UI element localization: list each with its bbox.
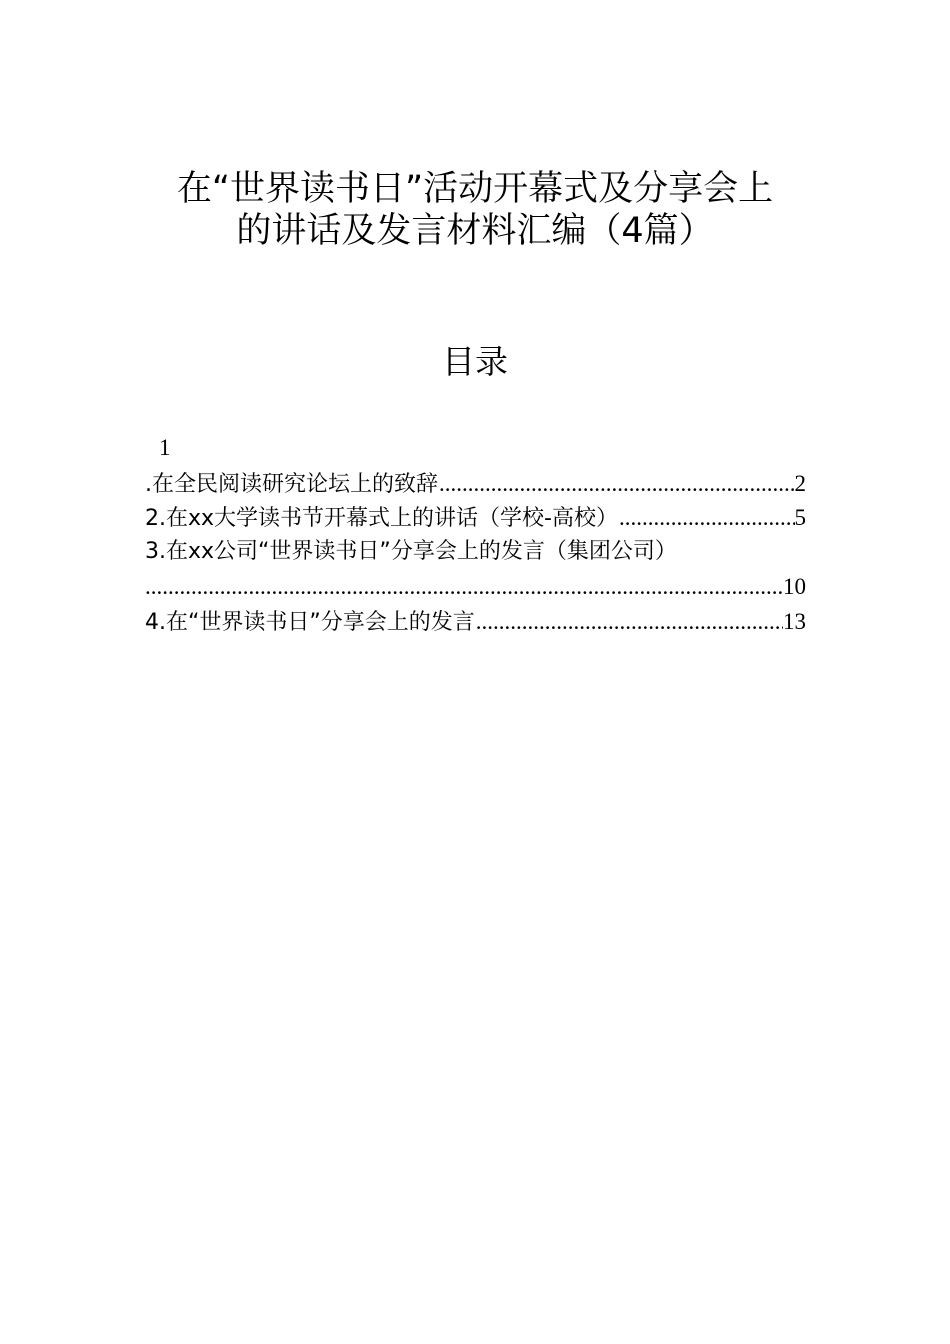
toc-item-2-title: 2.在xx大学读书节开幕式上的讲话（学校-高校） [145, 506, 618, 531]
document-title-line-2: 的讲话及发言材料汇编（4篇） [236, 211, 714, 251]
toc-leader-dots [439, 468, 795, 500]
toc-item-1-page: 2 [794, 471, 806, 496]
toc-item-1-number: 1 [159, 435, 171, 460]
toc-leader-dots [145, 571, 783, 603]
toc-leader-dots [619, 502, 795, 534]
toc-heading: 目录 [442, 342, 508, 381]
toc-item-3-continuation[interactable] [145, 571, 806, 603]
document-title-line-1: 在“世界读书日”活动开幕式及分享会上 [176, 169, 774, 209]
toc-leader-dots [476, 606, 783, 638]
toc-item-3-page: 10 [783, 574, 806, 599]
toc-item-2[interactable] [145, 502, 806, 534]
toc-item-1-title: .在全民阅读研究论坛上的致辞 [145, 472, 438, 497]
toc-item-3-title: 3.在xx公司“世界读书日”分享会上的发言（集团公司） [145, 539, 677, 564]
toc-item-1[interactable] [145, 468, 806, 500]
toc-item-4-page: 13 [783, 609, 806, 634]
toc-item-4-title: 4.在“世界读书日”分享会上的发言 [145, 610, 475, 635]
toc-item-2-page: 5 [794, 505, 806, 530]
toc-item-3[interactable] [145, 536, 806, 568]
toc-item-4[interactable] [145, 606, 806, 638]
